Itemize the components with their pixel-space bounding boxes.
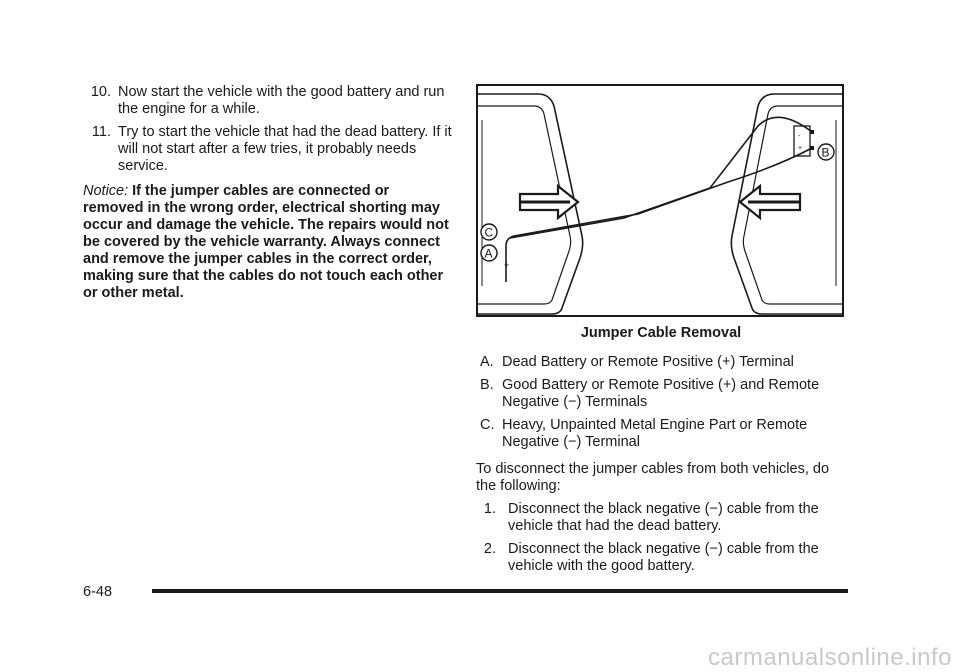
marker-a-label: A [484,246,493,261]
step-text: Try to start the vehicle that had the dead battery. If it will not start after a few tries, it probably needs service. [118,124,452,174]
step-number: 2. [483,541,496,557]
marker-b-label: B [821,145,830,160]
legend-item-b [476,377,846,411]
dead-battery-plus-label: + [504,260,510,270]
left-column [83,84,453,302]
notice-paragraph [83,183,453,302]
step-number: 11. [91,124,111,140]
legend-text: Heavy, Unpainted Metal Engine Part or Remote Negative (−) Terminal [502,417,808,450]
step-text: Disconnect the black negative (−) cable from the vehicle with the good battery. [508,541,819,574]
disconnect-steps [476,501,846,575]
step-10 [83,84,453,118]
cable-positive [510,117,812,238]
disconnect-intro: To disconnect the jumper cables from both vehicles, do the following: [476,461,830,494]
legend-item-c [476,417,846,451]
figure-legend [476,354,846,451]
watermark: carmanualsonline.info [708,644,952,671]
jumper-cable-illustration [476,84,844,317]
figure-caption: Jumper Cable Removal [580,325,742,341]
legend-item-a [476,354,846,371]
legend-letter: C. [480,417,495,433]
legend-text: Good Battery or Remote Positive (+) and Remote Negative (−) Terminals [502,377,820,410]
marker-c-label: C [484,225,494,240]
step-text: Disconnect the black negative (−) cable from the vehicle that had the dead battery. [508,501,819,534]
disconnect-step-1 [476,501,846,535]
legend-letter: B. [480,377,494,393]
step-text: Now start the vehicle with the good battery and run the engine for a while. [118,84,445,117]
page-number: 6-48 [83,584,113,600]
step-number: 1. [483,501,496,517]
disconnect-step-2 [476,541,846,575]
legend-letter: A. [480,354,494,370]
battery-minus-label: - [798,133,801,140]
notice-text: If the jumper cables are connected or removed in the wrong order, electrical shorting may occur and damage the vehicle. The repairs would not be covered by the vehicle warranty. Always connect and remove the jumper cables in the correct order, making sure that the cables do not touch each other or other metal. [83,183,449,301]
battery-plus-label: + [798,145,803,152]
illustration-svg [478,86,842,315]
footer-rule [152,589,848,593]
step-11 [83,124,453,175]
notice-label: Notice: [83,183,129,199]
legend-text: Dead Battery or Remote Positive (+) Terminal [502,354,794,370]
step-number: 10. [90,84,111,100]
cable-negative [506,148,812,282]
right-column [476,84,846,581]
